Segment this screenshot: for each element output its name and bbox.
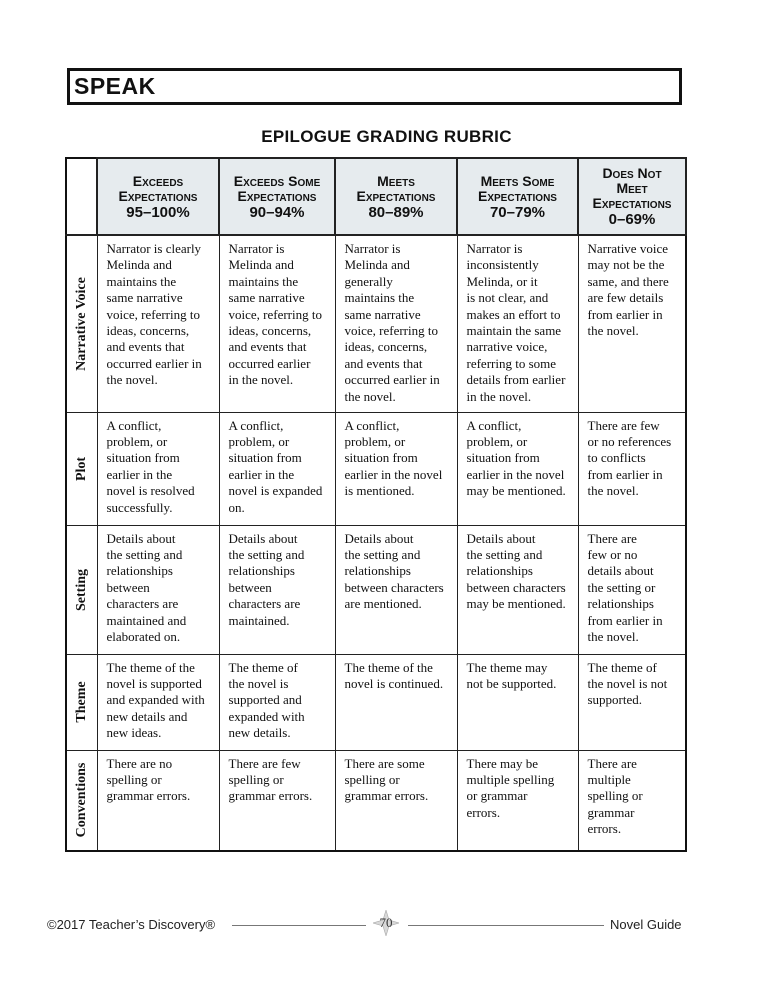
rubric-cell: Details about the setting and relationships between characters may be mentioned. xyxy=(457,525,578,654)
row-label: Conventions xyxy=(73,762,89,838)
rubric-cell: Details about the setting and relationships between characters are maintained. xyxy=(219,525,335,654)
row-label: Theme xyxy=(73,681,89,723)
rubric-row xyxy=(66,235,686,412)
rubric-cell: There are few or no details about the setting or relationships from earlier in the novel. xyxy=(578,525,686,654)
row-label-cell xyxy=(66,750,97,851)
row-label-cell xyxy=(66,525,97,654)
row-label-cell xyxy=(66,412,97,525)
row-label-cell xyxy=(66,235,97,412)
rubric-cell: A conflict, problem, or situation from earlier in the novel is resolved successfully. xyxy=(97,412,219,525)
page-number: 70 xyxy=(379,915,393,930)
rubric-cell: The theme of the novel is supported and expanded with new details and new ideas. xyxy=(97,654,219,750)
rubric-cell: There are some spelling or grammar errors. xyxy=(335,750,457,851)
rubric-cell: There may be multiple spelling or grammar errors. xyxy=(457,750,578,851)
column-header: Meets Expectations 80–89% xyxy=(335,158,457,235)
rubric-row xyxy=(66,525,686,654)
footer-copyright: ©2017 Teacher’s Discovery® xyxy=(47,917,216,932)
rubric-cell: Details about the setting and relationships between characters are maintained and elaborated on. xyxy=(97,525,219,654)
footer-divider xyxy=(408,925,604,926)
header-title-box xyxy=(67,68,682,105)
rubric-cell: The theme of the novel is supported and expanded with new details. xyxy=(219,654,335,750)
rubric-cell: A conflict, problem, or situation from earlier in the novel may be mentioned. xyxy=(457,412,578,525)
rubric-cell: There are few spelling or grammar errors. xyxy=(219,750,335,851)
row-label-cell xyxy=(66,654,97,750)
column-header: Meets Some Expectations 70–79% xyxy=(457,158,578,235)
row-label: Plot xyxy=(73,456,89,481)
rubric-cell: The theme of the novel is continued. xyxy=(335,654,457,750)
page-number-ornament xyxy=(373,910,399,936)
rubric-title: EPILOGUE GRADING RUBRIC xyxy=(261,127,512,146)
rubric-cell: There are multiple spelling or grammar errors. xyxy=(578,750,686,851)
rubric-cell: Narrator is clearly Melinda and maintains the same narrative voice, referring to ideas, concerns, and events that occurred earlier in the novel. xyxy=(97,235,219,412)
header-row xyxy=(66,158,686,235)
rubric-row xyxy=(66,654,686,750)
rubric-cell: Narrator is Melinda and generally maintains the same narrative voice, referring to ideas, concerns, and events that occurred earlier in the novel. xyxy=(335,235,457,412)
column-header: Does Not Meet Expectations 0–69% xyxy=(578,158,686,235)
rubric-cell: There are no spelling or grammar errors. xyxy=(97,750,219,851)
row-label: Narrative Voice xyxy=(73,276,89,371)
row-label: Setting xyxy=(73,568,89,611)
rubric-cell: Details about the setting and relationships between characters are mentioned. xyxy=(335,525,457,654)
footer-right: Novel Guide xyxy=(610,917,682,932)
rubric-cell: The theme of the novel is not supported. xyxy=(578,654,686,750)
rubric-cell: Narrator is inconsistently Melinda, or it is not clear, and makes an effort to maintain the same narrative voice, referring to some details from earlier in the novel. xyxy=(457,235,578,412)
header-title: SPEAK xyxy=(74,73,156,99)
rubric-cell: Narrative voice may not be the same, and there are few details from earlier in the novel. xyxy=(578,235,686,412)
rubric-table xyxy=(65,157,687,852)
rubric-row xyxy=(66,750,686,851)
rubric-row xyxy=(66,412,686,525)
rubric-cell: There are few or no references to conflicts from earlier in the novel. xyxy=(578,412,686,525)
rubric-cell: A conflict, problem, or situation from earlier in the novel is expanded on. xyxy=(219,412,335,525)
column-header: Exceeds Some Expectations 90–94% xyxy=(219,158,335,235)
corner-cell xyxy=(66,158,97,235)
column-header: Exceeds Expectations 95–100% xyxy=(97,158,219,235)
rubric-cell: The theme may not be supported. xyxy=(457,654,578,750)
rubric-cell: Narrator is Melinda and maintains the same narrative voice, referring to ideas, concerns, and events that occurred earlier in the novel. xyxy=(219,235,335,412)
rubric-cell: A conflict, problem, or situation from earlier in the novel is mentioned. xyxy=(335,412,457,525)
footer-divider xyxy=(232,925,366,926)
